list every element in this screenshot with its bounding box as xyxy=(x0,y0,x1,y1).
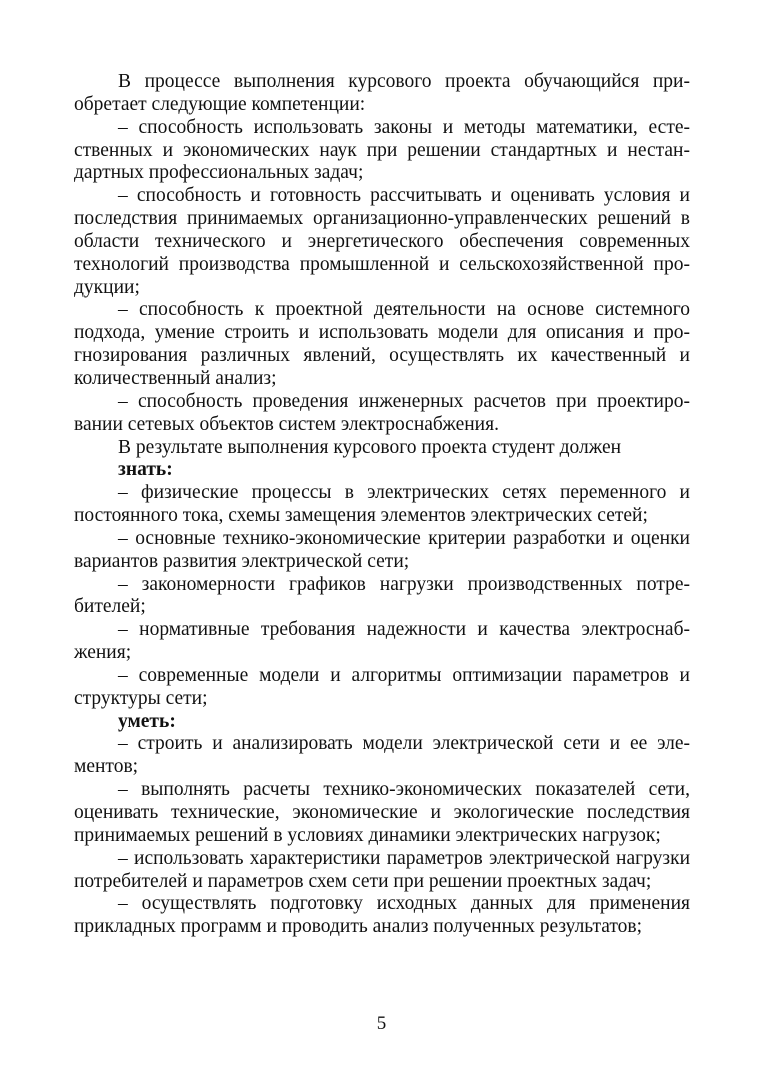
know-item: – физические процессы в электрических сетях переменного и постоянного тока, схемы замещения элементов электрических сетей; xyxy=(74,482,690,527)
intro-paragraph: В процессе выполнения курсового проекта обучающийся приобретает следующие компетенции: xyxy=(74,71,690,115)
can-heading: уметь: xyxy=(118,710,176,732)
can-item: – использовать характеристики параметров электрической нагрузки потребителей и параметров схем сети при решении проектных задач; xyxy=(74,847,690,892)
know-item: – основные технико-экономические критерии разработки и оценки вариантов развития электрической сети; xyxy=(74,527,690,572)
know-item: – нормативные требования надежности и качества электроснабжения; xyxy=(74,619,690,664)
know-item: – современные модели и алгоритмы оптимизации параметров и структуры сети; xyxy=(74,664,690,709)
result-intro-paragraph: В результате выполнения курсового проекта студент должен xyxy=(118,436,622,458)
page-body xyxy=(74,71,690,939)
can-item: – осуществлять подготовку исходных данных для применения прикладных программ и проводить анализ полученных результатов; xyxy=(74,893,690,938)
page-number: 5 xyxy=(376,1013,387,1034)
competence-item: – способность и готовность рассчитывать и оценивать условия и последствия принимаемых организационно-управленческих решений в области технического и энергетического обеспечения современных технологий производства промышленной и сельскохозяйственной продукции; xyxy=(74,185,690,298)
competence-item: – способность использовать законы и методы математики, естественных и экономических наук при решении стандартных и нестандартных профессиональных задач; xyxy=(74,116,690,184)
competence-item: – способность проведения инженерных расчетов при проектировании сетевых объектов систем электроснабжения. xyxy=(74,390,690,435)
know-item: – закономерности графиков нагрузки производственных потребителей; xyxy=(74,573,690,618)
can-item: – выполнять расчеты технико-экономических показателей сети, оценивать технические, экономические и экологические последствия принимаемых решений в условиях динамики электрических нагрузок; xyxy=(74,779,690,846)
know-heading: знать: xyxy=(118,459,173,481)
competence-item: – способность к проектной деятельности на основе системного подхода, умение строить и использовать модели для описания и прогнозирования различных явлений, осуществлять их качественный и количественный анализ; xyxy=(74,299,690,389)
can-item: – строить и анализировать модели электрической сети и ее элементов; xyxy=(74,733,690,778)
